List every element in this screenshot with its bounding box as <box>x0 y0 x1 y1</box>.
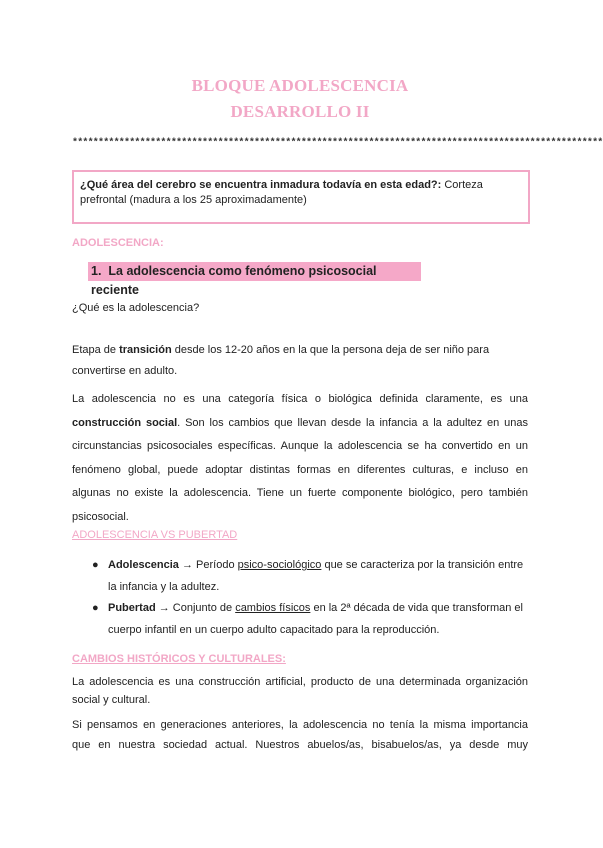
paragraph-2 <box>72 388 528 529</box>
document-title-line1: BLOQUE ADOLESCENCIA <box>191 76 409 95</box>
para4-line1: Si pensamos en generaciones anteriores, la adolescencia no tenía la misma importancia <box>72 719 528 731</box>
paragraph-4 <box>72 715 528 755</box>
bullet-dot-2: ● <box>92 602 99 614</box>
bullet2-arrow: → Conjunto de <box>155 602 236 614</box>
bullet1-rest: que se caracteriza por la transición entre <box>321 559 524 571</box>
answer-text-1: Corteza <box>441 179 483 191</box>
bullet2-rest: en la 2ª década de vida que transforman el <box>310 602 523 614</box>
heading-text: La adolescencia como fenómeno psicosocial reciente <box>91 264 377 297</box>
para1-bold: transición <box>119 344 172 356</box>
answer-text-2: prefrontal (madura a los 25 aproximadamente) <box>80 194 307 206</box>
section-heading-adolescencia: ADOLESCENCIA: <box>72 237 164 249</box>
para2-line1: La adolescencia no es una categoría física o biológica definida claramente, es una <box>72 393 528 405</box>
question-box <box>72 170 530 224</box>
bullet1-line2: la infancia y la adultez. <box>108 581 220 593</box>
para2-line5: algunas no existe la adolescencia. Tiene un fuerte componente biológico, pero también <box>72 487 528 499</box>
paragraph-3 <box>72 673 528 709</box>
para2-line3: circunstancias psicosociales específicas. Aunque la adolescencia se ha convertido en un <box>72 440 528 452</box>
bullet1-term: Adolescencia <box>108 559 179 571</box>
bullet-item-adolescencia <box>108 554 528 598</box>
para3-line1: La adolescencia es una construcción artificial, producto de una determinada organización <box>72 676 528 688</box>
para2-line2 <box>72 412 528 436</box>
separator: ****************************************************************************************************** <box>72 138 603 149</box>
numbered-heading <box>88 262 421 297</box>
bullet2-term: Pubertad <box>108 602 156 614</box>
bullet1-arrow: → Período <box>178 559 238 571</box>
para1-text-d: convertirse en adulto. <box>72 365 178 377</box>
bullet-dot-1: ● <box>92 559 99 571</box>
para1-text-c: desde los 12-20 años en la que la persona deja de ser niño para <box>171 344 490 356</box>
paragraph-1 <box>72 340 528 382</box>
section-heading-cambios: CAMBIOS HISTÓRICOS Y CULTURALES: <box>72 653 286 665</box>
para3-line2: social y cultural. <box>72 694 151 706</box>
section-heading-vs: ADOLESCENCIA VS PUBERTAD <box>72 529 238 541</box>
question-what-is: ¿Qué es la adolescencia? <box>72 302 200 314</box>
para2-text-c: . Son los cambios que llevan desde la infancia a la adultez en unas <box>177 416 528 429</box>
bullet-item-pubertad <box>108 597 528 641</box>
para2-bold: construcción social <box>72 416 178 429</box>
question-text: ¿Qué área del cerebro se encuentra inmadura todavía en esta edad?: <box>80 179 442 191</box>
para1-text-a: Etapa de <box>72 344 120 356</box>
bullet2-line2: cuerpo infantil en un cuerpo adulto capacitado para la reproducción. <box>108 624 440 636</box>
bullet1-underlined: psico-sociológico <box>237 559 322 571</box>
para4-line2: que en nuestra sociedad actual. Nuestros abuelos/as, bisabuelos/as, ya desde muy <box>72 739 528 751</box>
bullet2-underlined: cambios físicos <box>235 602 311 614</box>
document-title-line2: DESARROLLO II <box>230 102 370 121</box>
para2-line6: psicosocial. <box>72 510 129 523</box>
heading-number: 1. <box>91 264 102 278</box>
para2-line4: fenómeno global, puede adoptar distintas formas en diferentes culturas, e incluso en <box>72 463 528 476</box>
